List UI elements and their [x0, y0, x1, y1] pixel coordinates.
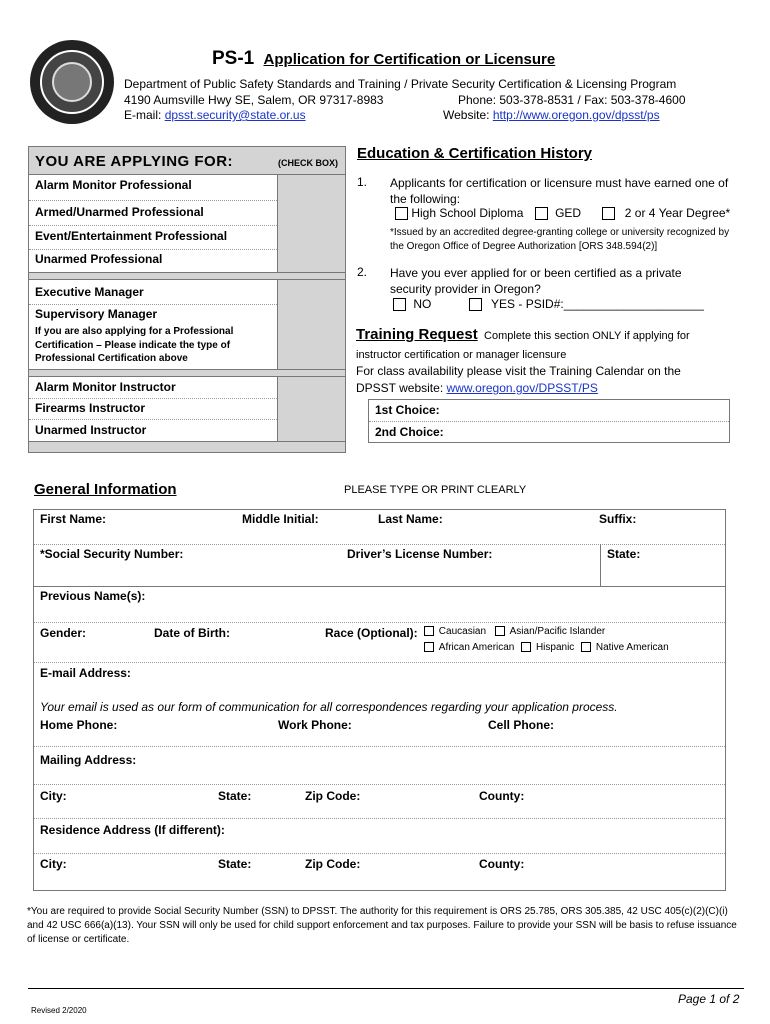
- q2-options: NO YES - PSID#:_____________________: [393, 297, 704, 311]
- option-firearms-instructor: Firearms Instructor: [35, 401, 146, 415]
- q2-text: Have you ever applied for or been certified as a private security provider in Oregon?: [390, 266, 682, 296]
- email-link[interactable]: dpsst.security@state.or.us: [164, 108, 306, 122]
- email-field[interactable]: E-mail Address:: [40, 666, 131, 680]
- education-heading: Education & Certification History: [357, 145, 593, 162]
- professional-note: If you are also applying for a Professional Certification – Please indicate the type of Professional Certification above: [35, 326, 234, 364]
- general-heading: General Information: [34, 481, 177, 498]
- q1-number: 1.: [357, 175, 368, 189]
- residence-zip-field[interactable]: Zip Code:: [305, 857, 361, 871]
- mailing-zip-field[interactable]: Zip Code:: [305, 789, 361, 803]
- education-options: High School Diploma GED 2 or 4 Year Degree*: [395, 206, 730, 220]
- gender-field[interactable]: Gender:: [40, 626, 87, 640]
- first-name-field[interactable]: First Name:: [40, 512, 107, 526]
- revised-date: Revised 2/2020: [31, 1006, 87, 1015]
- oregon-dpsst-seal: [30, 40, 114, 124]
- print-instruction: PLEASE TYPE OR PRINT CLEARLY: [344, 484, 527, 496]
- yes-checkbox[interactable]: [469, 298, 482, 311]
- separator-bar: [29, 441, 345, 452]
- phone-fax-line: Phone: 503-378-8531 / Fax: 503-378-4600: [458, 93, 686, 107]
- mailing-city-field[interactable]: City:: [40, 789, 67, 803]
- home-phone-field[interactable]: Home Phone:: [40, 718, 118, 732]
- degree-footnote: *Issued by an accredited degree-granting college or university recognized by the Oregon Office of Degree Authorization [ORS 348.594(2)]: [390, 227, 730, 252]
- option-supervisory-manager: Supervisory Manager: [35, 307, 158, 321]
- calendar-link-line: DPSST website: www.oregon.gov/DPSST/PS: [356, 381, 598, 395]
- african-american-checkbox[interactable]: [424, 642, 434, 652]
- calendar-text: For class availability please visit the Training Calendar on the: [356, 364, 681, 378]
- option-executive-manager: Executive Manager: [35, 285, 144, 299]
- residence-state-field[interactable]: State:: [218, 857, 252, 871]
- form-subtitle: Application for Certification or Licensure: [263, 51, 556, 68]
- check-box-hint: (CHECK BOX): [278, 158, 338, 168]
- training-note: instructor certification or manager licensure: [356, 349, 567, 361]
- ssn-disclosure: *You are required to provide Social Security Number (SSN) to DPSST. The authority for this requirement is ORS 25.785, ORS 305.385, 42 USC 405(c)(2)(C)(i) and 42 USC 666(a)(13). Your SSN will only be used for child support enforcement and tax purposes. Failure to provide your SSN will be basis to refuse issuance of license or certificate.: [27, 906, 737, 945]
- dob-field[interactable]: Date of Birth:: [154, 626, 230, 640]
- last-name-field[interactable]: Last Name:: [378, 512, 443, 526]
- ged-checkbox[interactable]: [535, 207, 548, 220]
- native-american-checkbox[interactable]: [581, 642, 591, 652]
- form-code: PS-1: [212, 48, 255, 69]
- first-choice-field[interactable]: 1st Choice:: [375, 403, 440, 417]
- separator-bar: [29, 272, 345, 280]
- ssn-field[interactable]: *Social Security Number:: [40, 547, 184, 561]
- option-alarm-monitor-professional: Alarm Monitor Professional: [35, 178, 192, 192]
- asian-pacific-checkbox[interactable]: [495, 626, 505, 636]
- website-line: Website: http://www.oregon.gov/dpsst/ps: [443, 108, 660, 122]
- q1-text: Applicants for certification or licensure must have earned one of the following:: [390, 176, 729, 206]
- footer-rule: [28, 988, 744, 989]
- training-heading-line: Training Request Complete this section ONLY if applying for: [356, 326, 690, 343]
- option-alarm-monitor-instructor: Alarm Monitor Instructor: [35, 380, 176, 394]
- page-number: Page 1 of 2: [678, 992, 740, 1006]
- caucasian-checkbox[interactable]: [424, 626, 434, 636]
- applying-heading: YOU ARE APPLYING FOR:: [35, 153, 234, 170]
- email-line: E-mail: dpsst.security@state.or.us: [124, 108, 306, 122]
- department-line: Department of Public Safety Standards and Training / Private Security Certification & Licensing Program: [124, 77, 677, 91]
- q2-number: 2.: [357, 265, 368, 279]
- second-choice-field[interactable]: 2nd Choice:: [375, 425, 444, 439]
- residence-county-field[interactable]: County:: [479, 857, 525, 871]
- mailing-state-field[interactable]: State:: [218, 789, 252, 803]
- dl-state-field[interactable]: State:: [607, 547, 641, 561]
- degree-checkbox[interactable]: [602, 207, 615, 220]
- option-event-entertainment-professional: Event/Entertainment Professional: [35, 229, 228, 243]
- training-heading: Training Request: [356, 326, 478, 343]
- checkbox-column: [277, 175, 345, 452]
- option-unarmed-professional: Unarmed Professional: [35, 252, 163, 266]
- option-armed-unarmed-professional: Armed/Unarmed Professional: [35, 205, 204, 219]
- mailing-county-field[interactable]: County:: [479, 789, 525, 803]
- previous-names-field[interactable]: Previous Name(s):: [40, 589, 146, 603]
- middle-initial-field[interactable]: Middle Initial:: [242, 512, 319, 526]
- hispanic-checkbox[interactable]: [521, 642, 531, 652]
- drivers-license-field[interactable]: Driver’s License Number:: [347, 547, 493, 561]
- race-options-row1: Caucasian Asian/Pacific Islander: [424, 626, 605, 637]
- dpsst-ps-link[interactable]: www.oregon.gov/DPSST/PS: [446, 381, 598, 395]
- form-title: [212, 48, 555, 70]
- suffix-field[interactable]: Suffix:: [599, 512, 637, 526]
- residence-city-field[interactable]: City:: [40, 857, 67, 871]
- website-link[interactable]: http://www.oregon.gov/dpsst/ps: [492, 108, 660, 122]
- high-school-checkbox[interactable]: [395, 207, 408, 220]
- address-line: 4190 Aumsville Hwy SE, Salem, OR 97317-8983: [124, 93, 384, 107]
- cell-phone-field[interactable]: Cell Phone:: [488, 718, 555, 732]
- no-checkbox[interactable]: [393, 298, 406, 311]
- mailing-address-field[interactable]: Mailing Address:: [40, 753, 137, 767]
- separator-bar: [29, 369, 345, 377]
- race-label: Race (Optional):: [325, 626, 418, 640]
- work-phone-field[interactable]: Work Phone:: [278, 718, 352, 732]
- race-options-row2: African American Hispanic Native American: [424, 642, 669, 653]
- option-unarmed-instructor: Unarmed Instructor: [35, 423, 147, 437]
- residence-address-field[interactable]: Residence Address (If different):: [40, 823, 225, 837]
- email-note: Your email is used as our form of communication for all correspondences regarding your application process.: [40, 700, 618, 714]
